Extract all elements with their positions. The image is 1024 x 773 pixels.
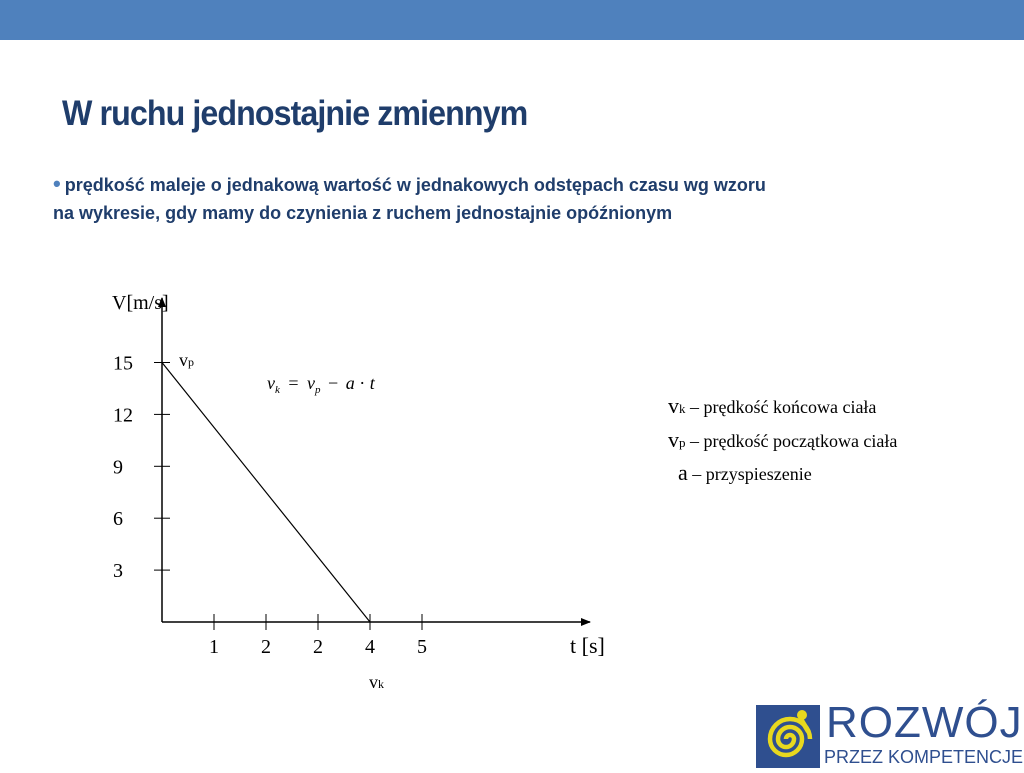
vk-point-label-v: v (369, 672, 378, 692)
legend-vp-symbol: v (668, 427, 679, 452)
x-ticks (209, 614, 427, 658)
logo-word: ROZWÓJ (826, 698, 1023, 747)
bullet-dot: • (53, 171, 61, 196)
spiral-figure-icon (756, 705, 820, 768)
legend-vk (668, 393, 876, 419)
bullet-line-1: prędkość maleje o jednakową wartość w jednakowych odstępach czasu wg wzoru (64, 175, 766, 195)
formula-eq: = (288, 373, 299, 393)
vp-point-label-v: v (179, 350, 188, 370)
legend-vp-text: – prędkość początkowa ciała (685, 431, 898, 451)
slide-title: W ruchu jednostajnie zmiennym (62, 94, 528, 133)
legend-vp (668, 427, 897, 453)
x-tick-label-1: 2 (261, 636, 271, 658)
formula-dot: · (359, 373, 366, 393)
y-axis-label: V[m/s] (112, 292, 169, 314)
logo-subtitle: PRZEZ KOMPETENCJE (824, 747, 1024, 767)
legend-a (678, 460, 812, 486)
vk-point-label (369, 672, 384, 692)
formula-minus: − (328, 373, 339, 393)
formula-vp-sub: p (315, 384, 321, 396)
vp-point-label-sub: p (188, 355, 194, 369)
x-axis-label: t [s] (570, 633, 605, 658)
y-tick-label-1: 12 (113, 404, 133, 427)
legend-vk-sub: k (679, 401, 686, 416)
formula-vk: v (267, 373, 275, 393)
vk-point-label-sub: k (378, 677, 384, 691)
bullet-line-2: na wykresie, gdy mamy do czynienia z ruchem jednostajnie opóźnionym (53, 203, 673, 223)
formula-a: a (345, 373, 355, 393)
formula-vp: v (307, 373, 316, 393)
x-tick-label-0: 1 (209, 636, 219, 658)
formula-vk-sub: k (275, 384, 280, 396)
legend-a-symbol: a (678, 460, 688, 485)
legend-vk-text: – prędkość końcowa ciała (685, 397, 877, 417)
formula (267, 373, 376, 397)
y-tick-label-0: 15 (113, 352, 133, 375)
logo-icon (756, 705, 820, 768)
legend-a-text: – przyspieszenie (687, 464, 812, 484)
vp-point-label (179, 350, 194, 370)
y-tick-label-3: 6 (113, 508, 123, 531)
velocity-series-line (162, 363, 370, 623)
legend-vk-symbol: v (668, 393, 679, 418)
y-tick-label-4: 3 (113, 560, 123, 583)
x-tick-label-4: 5 (417, 636, 427, 658)
y-tick-label-2: 9 (113, 456, 123, 479)
formula-t: t (369, 373, 375, 393)
legend-vp-sub: p (679, 435, 686, 450)
x-tick-label-2: 2 (313, 636, 323, 658)
x-tick-label-3: 4 (365, 636, 375, 658)
rozwoj-logo (756, 700, 1024, 768)
